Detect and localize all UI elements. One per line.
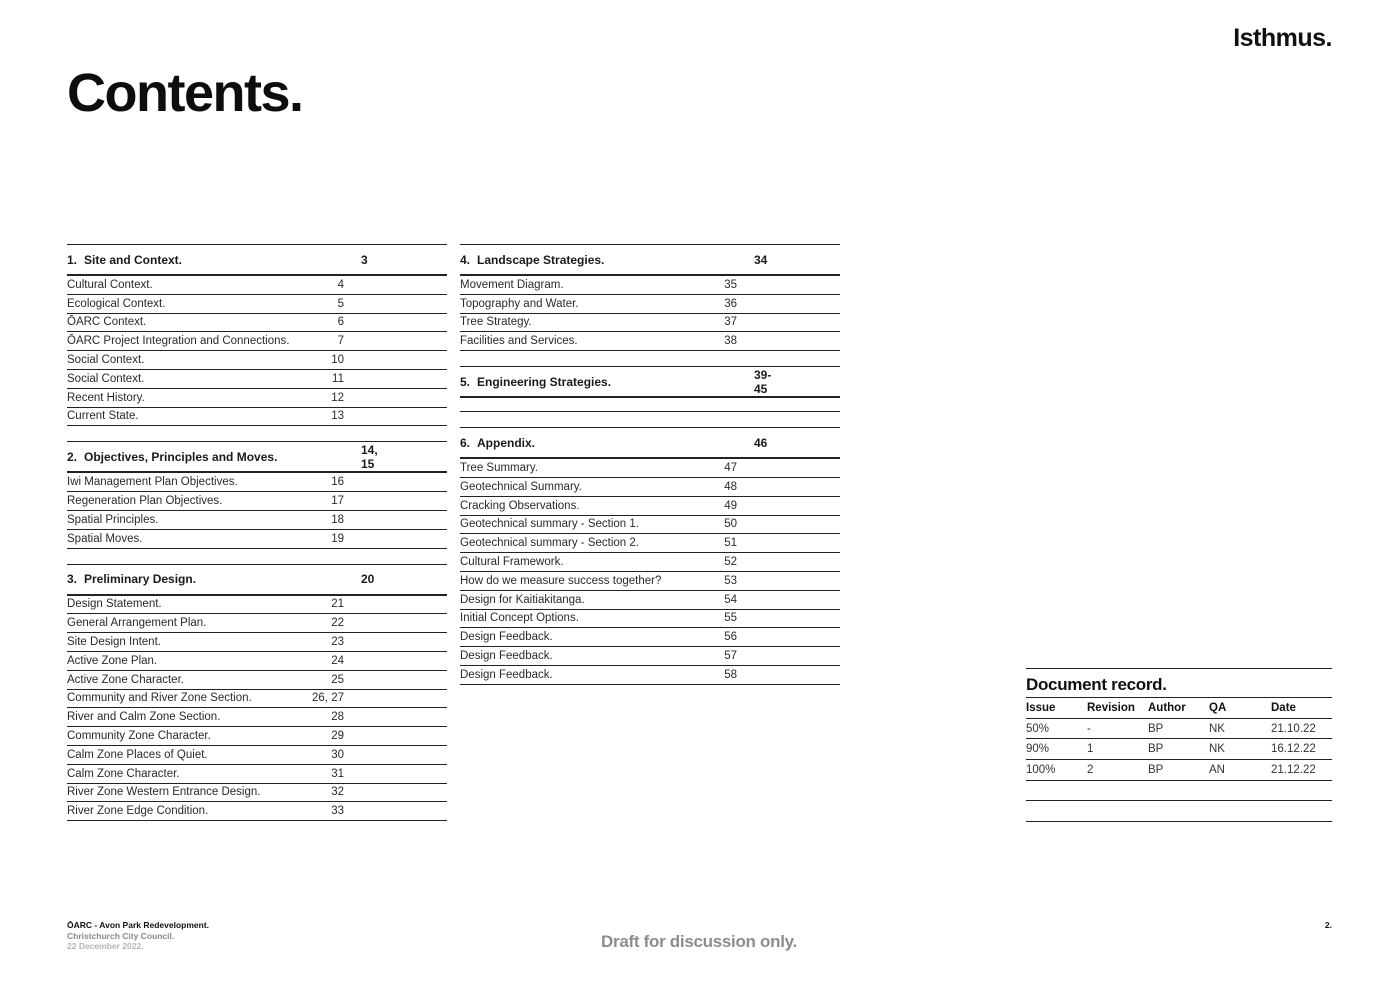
- toc-entry-page: 28: [331, 711, 344, 724]
- toc-entry[interactable]: [67, 727, 447, 746]
- toc-section-heading[interactable]: 4. Landscape Strategies. 34: [460, 245, 840, 275]
- toc-entry-page: 5: [337, 297, 344, 310]
- draft-notice: Draft for discussion only.: [601, 932, 797, 951]
- toc-entry[interactable]: [67, 351, 447, 370]
- record-cell: 1: [1087, 743, 1094, 756]
- toc-entry-label: Tree Strategy.: [460, 316, 532, 329]
- toc-entry-page: 51: [724, 537, 737, 550]
- toc-entry-label: Iwi Management Plan Objectives.: [67, 476, 238, 489]
- page-title: Contents.: [67, 63, 303, 123]
- toc-entry-page: 13: [331, 410, 344, 423]
- toc-entry[interactable]: [67, 671, 447, 690]
- record-cell: 21.10.22: [1271, 722, 1316, 735]
- toc-entry[interactable]: [460, 295, 840, 314]
- toc-entry-page: 52: [724, 556, 737, 569]
- toc-entry-label: Social Context.: [67, 354, 145, 367]
- toc-entry-page: 12: [331, 391, 344, 404]
- record-cell: 21.12.22: [1271, 763, 1316, 776]
- record-cell: BP: [1148, 722, 1164, 735]
- toc-entry-page: 18: [331, 513, 344, 526]
- section-title: Site and Context.: [84, 252, 183, 267]
- record-header-cell: Author: [1148, 701, 1186, 714]
- toc-entry-label: River Zone Western Entrance Design.: [67, 786, 261, 799]
- toc-entry-label: Community Zone Character.: [67, 730, 211, 743]
- record-cell: BP: [1148, 763, 1164, 776]
- toc-entry-label: River Zone Edge Condition.: [67, 805, 209, 818]
- toc-entry-page: 57: [724, 650, 737, 663]
- record-cell: NK: [1209, 722, 1225, 735]
- toc-entry-page: 16: [331, 476, 344, 489]
- toc-entry[interactable]: [67, 633, 447, 652]
- toc-entry-label: River and Calm Zone Section.: [67, 711, 221, 724]
- section-number: 2.: [67, 449, 78, 464]
- record-row: [1026, 719, 1332, 740]
- footer-date: 22 December 2022.: [67, 941, 144, 951]
- toc-section: [460, 427, 840, 685]
- toc-entry[interactable]: [460, 314, 840, 333]
- toc-items: [67, 472, 447, 548]
- toc-entry-label: Spatial Principles.: [67, 513, 159, 526]
- record-cell: 90%: [1026, 743, 1050, 756]
- record-header-row: [1026, 698, 1332, 719]
- toc-entry-page: 22: [331, 617, 344, 630]
- toc-entry[interactable]: [460, 332, 840, 351]
- toc-entry[interactable]: [460, 478, 840, 497]
- toc-entry[interactable]: [67, 530, 447, 549]
- toc-entry-label: Design Feedback.: [460, 650, 553, 663]
- toc-entry-page: 21: [331, 598, 344, 611]
- toc-items: [460, 397, 840, 412]
- toc-entry-page: 26, 27: [312, 692, 344, 705]
- toc-section: [67, 441, 447, 548]
- record-header-cell: Issue: [1026, 701, 1056, 714]
- toc-entry-label: Spatial Moves.: [67, 532, 143, 545]
- toc-entry-page: 49: [724, 499, 737, 512]
- record-header-cell: QA: [1209, 701, 1227, 714]
- toc-entry-label: Ecological Context.: [67, 297, 166, 310]
- toc-items: [67, 595, 447, 822]
- toc-entry[interactable]: [67, 784, 447, 803]
- record-cell: NK: [1209, 743, 1225, 756]
- toc-entry-page: 56: [724, 631, 737, 644]
- toc-entry-label: Community and River Zone Section.: [67, 692, 252, 705]
- toc-entry[interactable]: [67, 746, 447, 765]
- toc-entry[interactable]: [460, 553, 840, 572]
- toc-entry-label: Cultural Framework.: [460, 556, 564, 569]
- toc-entry[interactable]: [67, 596, 447, 615]
- document-record: [1026, 668, 1332, 822]
- section-title: Preliminary Design.: [84, 572, 197, 587]
- toc-entry-label: Geotechnical summary - Section 2.: [460, 537, 639, 550]
- toc-section: [460, 244, 840, 351]
- toc-entry-page: 24: [331, 654, 344, 667]
- record-cell: 100%: [1026, 763, 1056, 776]
- toc-section: [67, 244, 447, 426]
- toc-entry[interactable]: [67, 332, 447, 351]
- record-cell: -: [1087, 722, 1091, 735]
- section-number: 1.: [67, 252, 78, 267]
- record-cell: 50%: [1026, 722, 1050, 735]
- toc-section: [460, 366, 840, 412]
- record-row: [1026, 739, 1332, 760]
- toc-entry-page: 47: [724, 462, 737, 475]
- toc-entry-page: 25: [331, 673, 344, 686]
- toc-entry[interactable]: [67, 614, 447, 633]
- page-number: 2.: [1324, 920, 1332, 930]
- toc-entry-page: 35: [724, 278, 737, 291]
- toc-entry-label: Design Feedback.: [460, 631, 553, 644]
- document-record-table: [1026, 698, 1332, 822]
- toc-entry-label: ŌARC Project Integration and Connections.: [67, 335, 290, 348]
- toc-section-heading[interactable]: 3. Preliminary Design. 20: [67, 565, 447, 595]
- toc-entry-page: 55: [724, 612, 737, 625]
- section-title: Appendix.: [477, 435, 536, 450]
- toc-items: [67, 275, 447, 426]
- section-number: 3.: [67, 572, 78, 587]
- toc-entry[interactable]: [67, 765, 447, 784]
- toc-entry-page: 10: [331, 354, 344, 367]
- toc-entry-page: 48: [724, 480, 737, 493]
- section-title: Objectives, Principles and Moves.: [84, 449, 278, 464]
- toc-entry-label: Recent History.: [67, 391, 145, 404]
- toc-empty-row: [460, 398, 840, 412]
- toc-items: [460, 275, 840, 351]
- toc-entry-label: Site Design Intent.: [67, 636, 161, 649]
- toc-entry-label: Calm Zone Character.: [67, 767, 180, 780]
- toc-entry[interactable]: [67, 511, 447, 530]
- section-title: Landscape Strategies.: [477, 252, 605, 267]
- toc-entry-label: Design Feedback.: [460, 668, 553, 681]
- toc-entry-label: Tree Summary.: [460, 462, 538, 475]
- toc-entry[interactable]: [460, 610, 840, 629]
- toc-entry-page: 31: [331, 767, 344, 780]
- toc-column-left: [67, 244, 447, 836]
- toc-entry-label: Design Statement.: [67, 598, 162, 611]
- toc-entry[interactable]: [67, 652, 447, 671]
- section-number: 5.: [460, 374, 471, 389]
- toc-entry[interactable]: [460, 591, 840, 610]
- toc-entry-page: 33: [331, 805, 344, 818]
- document-record-title: Document record.: [1026, 669, 1332, 698]
- record-header-cell: Date: [1271, 701, 1296, 714]
- toc-entry-page: 23: [331, 636, 344, 649]
- toc-section: [67, 564, 447, 822]
- toc-section-heading[interactable]: 6. Appendix. 46: [460, 428, 840, 458]
- toc-entry[interactable]: [460, 459, 840, 478]
- toc-entry-page: 38: [724, 335, 737, 348]
- toc-entry-label: Geotechnical summary - Section 1.: [460, 518, 639, 531]
- toc-entry-page: 30: [331, 748, 344, 761]
- toc-entry[interactable]: [67, 389, 447, 408]
- toc-entry[interactable]: [460, 647, 840, 666]
- toc-items: [460, 458, 840, 685]
- toc-entry-label: Topography and Water.: [460, 297, 579, 310]
- toc-entry[interactable]: [67, 708, 447, 727]
- toc-entry-page: 11: [332, 372, 344, 385]
- toc-entry-page: 29: [331, 730, 344, 743]
- toc-entry[interactable]: [460, 497, 840, 516]
- record-cell: AN: [1209, 763, 1225, 776]
- toc-entry[interactable]: [460, 666, 840, 685]
- toc-entry[interactable]: [460, 628, 840, 647]
- toc-entry[interactable]: [67, 473, 447, 492]
- toc-entry-page: 37: [724, 316, 737, 329]
- record-row: [1026, 801, 1332, 822]
- footer-client: Christchurch City Council.: [67, 930, 175, 941]
- record-header-cell: Revision: [1087, 701, 1135, 714]
- toc-entry[interactable]: [67, 690, 447, 709]
- toc-entry-label: Regeneration Plan Objectives.: [67, 495, 223, 508]
- footer-project: ŌARC - Avon Park Redevelopment.: [67, 920, 210, 930]
- toc-entry[interactable]: [67, 276, 447, 295]
- toc-entry-label: General Arrangement Plan.: [67, 617, 207, 630]
- toc-entry-page: 58: [724, 668, 737, 681]
- toc-entry-page: 7: [337, 335, 344, 348]
- toc-entry-label: Active Zone Plan.: [67, 654, 158, 667]
- section-title: Engineering Strategies.: [477, 374, 612, 389]
- toc-entry-label: How do we measure success together?: [460, 574, 662, 587]
- toc-section-heading[interactable]: 2. Objectives, Principles and Moves. 14, 15: [67, 442, 447, 472]
- brand-logo: Isthmus.: [1233, 24, 1332, 52]
- toc-entry-label: Geotechnical Summary.: [460, 480, 582, 493]
- toc-entry[interactable]: [67, 492, 447, 511]
- toc-entry-page: 32: [331, 786, 344, 799]
- toc-entry-label: Design for Kaitiakitanga.: [460, 593, 585, 606]
- record-row: [1026, 760, 1332, 781]
- toc-entry-label: ŌARC Context.: [67, 316, 147, 329]
- toc-entry-label: Movement Diagram.: [460, 278, 564, 291]
- toc-entry[interactable]: [460, 534, 840, 553]
- toc-entry-label: Current State.: [67, 410, 139, 423]
- toc-entry[interactable]: [460, 516, 840, 535]
- toc-entry-page: 4: [337, 278, 344, 291]
- toc-section-heading[interactable]: 1. Site and Context. 3: [67, 245, 447, 275]
- toc-entry[interactable]: [67, 314, 447, 333]
- toc-entry[interactable]: [67, 408, 447, 427]
- toc-entry-page: 19: [331, 532, 344, 545]
- record-row: [1026, 781, 1332, 802]
- toc-entry-label: Facilities and Services.: [460, 335, 578, 348]
- toc-entry-label: Calm Zone Places of Quiet.: [67, 748, 208, 761]
- toc-entry-page: 54: [724, 593, 737, 606]
- record-cell: 2: [1087, 763, 1094, 776]
- toc-entry-page: 17: [331, 495, 344, 508]
- toc-column-right: [460, 244, 840, 700]
- toc-entry-label: Active Zone Character.: [67, 673, 184, 686]
- toc-entry-label: Cracking Observations.: [460, 499, 580, 512]
- section-number: 6.: [460, 435, 471, 450]
- toc-entry-page: 53: [724, 574, 737, 587]
- toc-entry[interactable]: [67, 295, 447, 314]
- record-cell: 16.12.22: [1271, 743, 1316, 756]
- section-number: 4.: [460, 252, 471, 267]
- toc-section-heading[interactable]: 5. Engineering Strategies. 39-45: [460, 367, 840, 397]
- toc-entry[interactable]: [460, 572, 840, 591]
- toc-entry-page: 36: [724, 297, 737, 310]
- toc-entry-label: Initial Concept Options.: [460, 612, 579, 625]
- toc-entry-label: Cultural Context.: [67, 278, 153, 291]
- toc-entry[interactable]: [67, 802, 447, 821]
- toc-entry-page: 6: [337, 316, 344, 329]
- record-cell: BP: [1148, 743, 1164, 756]
- toc-entry-page: 50: [724, 518, 737, 531]
- toc-entry[interactable]: [67, 370, 447, 389]
- toc-entry-label: Social Context.: [67, 372, 145, 385]
- toc-entry[interactable]: [460, 276, 840, 295]
